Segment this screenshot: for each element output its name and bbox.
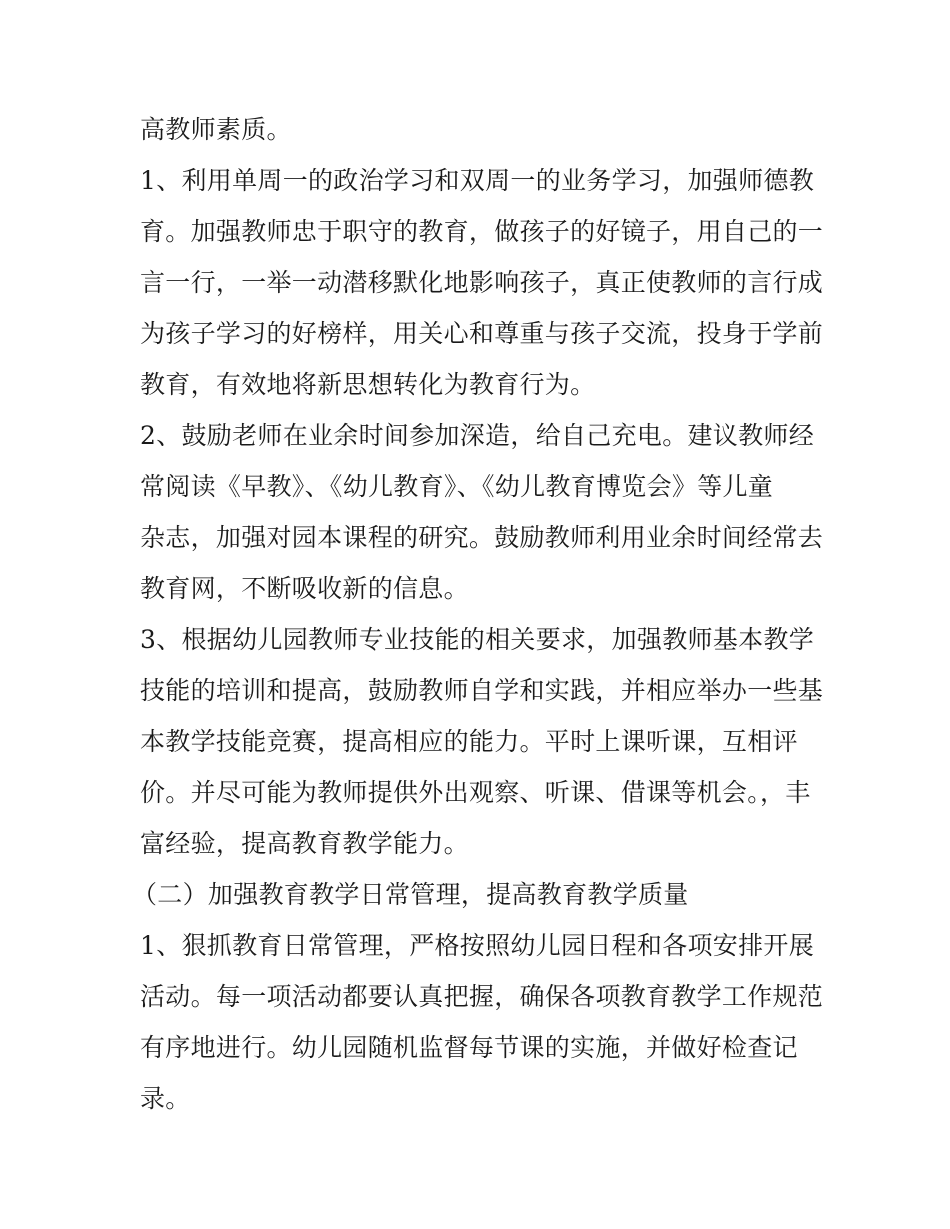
text-line: 高教师素质。 [140,115,292,144]
text-line: 2、鼓励老师在业余时间参加深造，给自己充电。建议教师经 [140,421,815,450]
text-line: 本教学技能竞赛，提高相应的能力。平时上课听课，互相评 [140,727,798,756]
text-line: 有序地进行。幼儿园随机监督每节课的实施，并做好检查记 [140,1033,798,1062]
text-line: 育。加强教师忠于职守的教育，做孩子的好镜子，用自己的一 [140,217,824,246]
text-line: 教育，有效地将新思想转化为教育行为。 [140,370,596,399]
text-line: 为孩子学习的好榜样，用关心和尊重与孩子交流，投身于学前 [140,319,824,348]
text-line: 录。 [140,1084,191,1113]
text-line: 言一行，一举一动潜移默化地影响孩子，真正使教师的言行成 [140,268,824,297]
text-line: 技能的培训和提高，鼓励教师自学和实践，并相应举办一些基 [140,676,824,705]
text-line: 活动。每一项活动都要认真把握，确保各项教育教学工作规范 [140,982,824,1011]
text-line: 教育网，不断吸收新的信息。 [140,574,469,603]
text-line: 富经验，提高教育教学能力。 [140,829,469,858]
section-heading: （二）加强教育教学日常管理，提高教育教学质量 [132,880,689,909]
text-line: 杂志，加强对园本课程的研究。鼓励教师利用业余时间经常去 [140,523,824,552]
text-line: 常阅读《早教》、《幼儿教育》、《幼儿教育博览会》等儿童 [140,472,774,501]
text-line: 1、利用单周一的政治学习和双周一的业务学习，加强师德教 [140,166,815,195]
document-body [132,104,824,1124]
text-line: 3、根据幼儿园教师专业技能的相关要求，加强教师基本教学 [140,625,815,654]
text-line: 1、狠抓教育日常管理，严格按照幼儿园日程和各项安排开展 [140,931,815,960]
text-line: 价。并尽可能为教师提供外出观察、听课、借课等机会。，丰 [140,778,811,807]
